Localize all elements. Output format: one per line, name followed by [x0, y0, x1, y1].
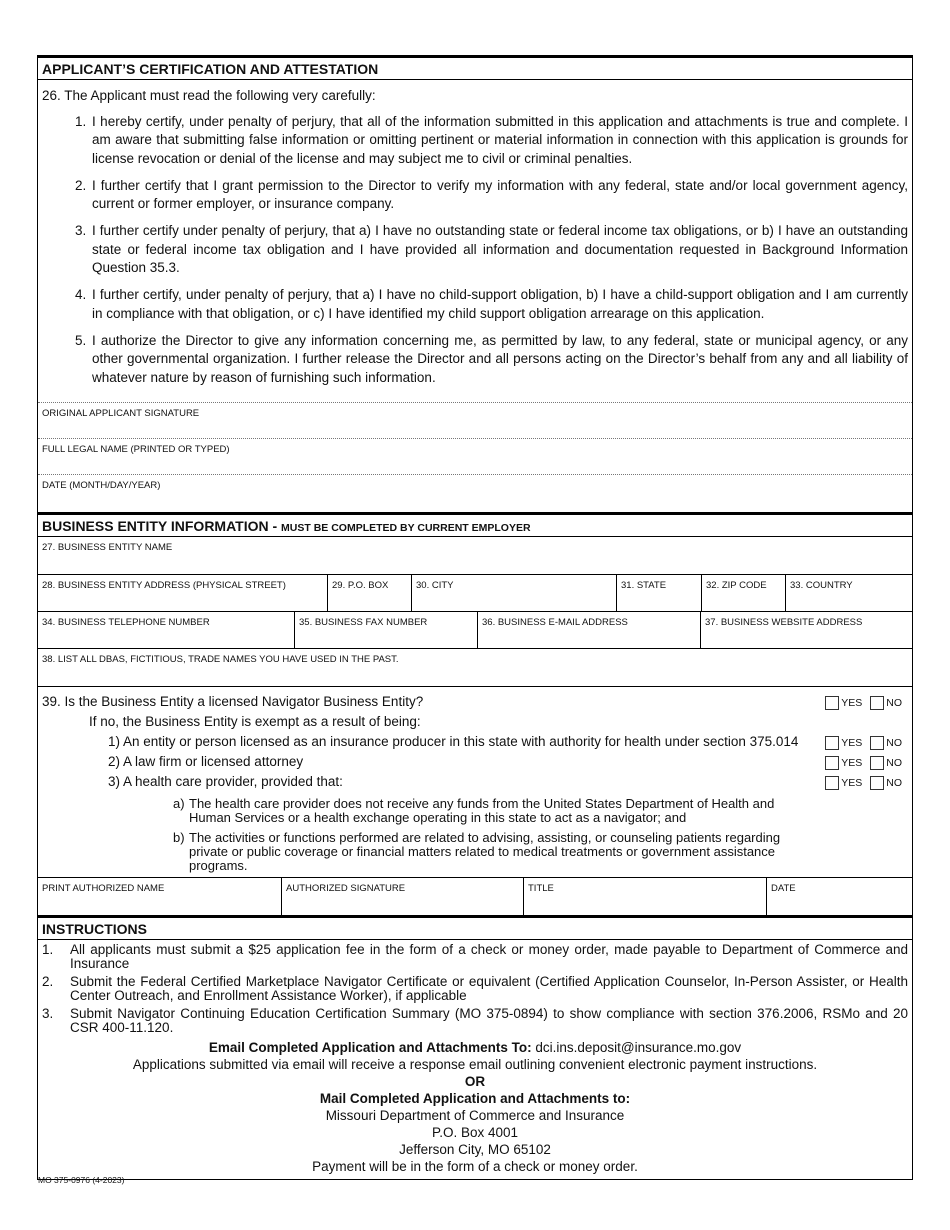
- authorization-row: [38, 877, 912, 915]
- authorized-date-field[interactable]: DATE: [766, 878, 912, 915]
- q39-opt2-yes-checkbox[interactable]: [825, 756, 839, 770]
- q39-sub-conditions: [42, 797, 908, 873]
- business-header: [37, 512, 913, 537]
- q39-sub-a-text: The health care provider does not receive any funds from the United States Department of Health and Human Services or a health exchange operating in this state to act as a navigator; and: [189, 795, 775, 825]
- q39-sub-b-text: The activities or functions performed are related to advising, assisting, or counseling patients regarding private or public coverage or financial matters related to medical treatments or government assistance programs.: [189, 829, 781, 873]
- mail-address-line-3: Jefferson City, MO 65102: [399, 1141, 551, 1157]
- q39-sub-a: [173, 797, 808, 825]
- q39-opt2: [42, 753, 908, 773]
- q39-main: [42, 693, 908, 713]
- q39-opt3-yes-checkbox[interactable]: [825, 776, 839, 790]
- q39-sub-a-label: a): [173, 795, 185, 811]
- form: [37, 55, 913, 1180]
- q39-opt2-text: 2) A law firm or licensed attorney: [108, 753, 304, 769]
- q39-opt2-no-checkbox[interactable]: [870, 756, 884, 770]
- email-instruction: [42, 1039, 908, 1056]
- cert-header: APPLICANT’S CERTIFICATION AND ATTESTATION: [37, 55, 913, 80]
- business-street-field[interactable]: 28. BUSINESS ENTITY ADDRESS (PHYSICAL STREET): [42, 579, 286, 591]
- mail-label: Mail Completed Application and Attachments to:: [319, 1090, 631, 1106]
- cert-item-1: 1. I hereby certify, under penalty of perjury, that all of the information submitted in this application and attachments is true and complete. I am aware that submitting false information or omitting pertinent or material information in connection with this application is grounds for license revocation or denial of the license and may subject me to civil or criminal penalties.: [90, 113, 908, 169]
- instruction-item-2: [42, 975, 908, 1003]
- q39-no-checkbox[interactable]: [870, 696, 884, 710]
- instruction-text: Submit the Federal Certified Marketplace Navigator Certificate or equivalent (Certified Application Counselor, In-Person Assister, or Health Center Outreach, and Enrollment Assistance Worker), if applicable: [70, 973, 908, 1003]
- q39-opt1-yes-label: YES: [841, 736, 863, 749]
- q39-opt3-no-checkbox[interactable]: [870, 776, 884, 790]
- authorized-signature-field[interactable]: AUTHORIZED SIGNATURE: [281, 878, 523, 915]
- cert-item-5: 5. I authorize the Director to give any information concerning me, as permitted by law, to any federal, state or municipal agency, or any other governmental organization. I further release the Director and all persons acting on the Director’s behalf from any and all liability of whatever nature by reason of furnishing such information.: [90, 332, 908, 388]
- business-zip-field[interactable]: 32. ZIP CODE: [701, 575, 785, 611]
- q39-question: 39. Is the Business Entity a licensed Navigator Business Entity?: [42, 693, 424, 709]
- q39-opt1: [42, 733, 908, 753]
- instruction-item-3: [42, 1007, 908, 1035]
- business-fax-field[interactable]: 35. BUSINESS FAX NUMBER: [294, 612, 477, 648]
- business-dba-row: [38, 648, 912, 686]
- q39-opt1-yes-no: [819, 734, 902, 752]
- business-email-field[interactable]: 36. BUSINESS E-MAIL ADDRESS: [477, 612, 700, 648]
- print-authorized-name-field[interactable]: PRINT AUTHORIZED NAME: [42, 882, 165, 894]
- instruction-item-1: [42, 943, 908, 971]
- q39-no-label: NO: [886, 696, 902, 709]
- business-dba-field[interactable]: 38. LIST ALL DBAS, FICTITIOUS, TRADE NAMES YOU HAVE USED IN THE PAST.: [42, 653, 399, 665]
- business-header-title: BUSINESS ENTITY INFORMATION -: [42, 517, 282, 534]
- business-phone-field[interactable]: 34. BUSINESS TELEPHONE NUMBER: [42, 616, 210, 628]
- cert-date-label: DATE (MONTH/DAY/YEAR): [42, 479, 161, 491]
- q39-sub-b-label: b): [173, 829, 185, 845]
- full-legal-name-field[interactable]: [38, 438, 912, 474]
- q39-opt3-yes-no: [819, 774, 902, 792]
- q39-yes-no: [819, 694, 902, 712]
- q39-opt2-yes-no: [819, 754, 902, 772]
- business-name-row: [38, 537, 912, 574]
- instruction-text: All applicants must submit a $25 application fee in the form of a check or money order, made payable to Department of Commerce and Insurance: [70, 941, 908, 971]
- mail-address-line-1: Missouri Department of Commerce and Insurance: [325, 1107, 625, 1123]
- form-number: MO 375-0976 (4-2023): [38, 1175, 125, 1185]
- cert-item-2: 2. I further certify that I grant permission to the Director to verify my information with any federal, state and/or local government agency, current or former employer, or insurance company.: [90, 177, 908, 214]
- q39-yes-checkbox[interactable]: [825, 696, 839, 710]
- instruction-number: 3.: [42, 1005, 54, 1021]
- email-address-link[interactable]: dci.ins.deposit@insurance.mo.gov: [535, 1039, 742, 1055]
- mail-address-line-2: P.O. Box 4001: [431, 1124, 519, 1140]
- cert-item-4: 4. I further certify, under penalty of perjury, that a) I have no child-support obligation, b) I have a child-support obligation and I am currently in compliance with that obligation, or c) I have identified my child support obligation arrearage on this application.: [90, 286, 908, 323]
- q39-opt1-no-label: NO: [886, 736, 902, 749]
- business-country-field[interactable]: 33. COUNTRY: [785, 575, 912, 611]
- q39-exempt-intro: If no, the Business Entity is exempt as a result of being:: [89, 713, 421, 729]
- instructions-body: [37, 940, 913, 1180]
- q39-opt1-text: 1) An entity or person licensed as an insurance producer in this state with authority for health under section 375.014: [108, 733, 799, 749]
- business-pobox-field[interactable]: 29. P.O. BOX: [327, 575, 411, 611]
- q39-opt3: [42, 773, 908, 793]
- q39-opt1-yes-checkbox[interactable]: [825, 736, 839, 750]
- cert-date-field[interactable]: [38, 474, 912, 512]
- q39-sub-b: [173, 831, 808, 873]
- business-state-field[interactable]: 31. STATE: [616, 575, 701, 611]
- q39-opt1-no-checkbox[interactable]: [870, 736, 884, 750]
- business-city-field[interactable]: 30. CITY: [411, 575, 616, 611]
- business-address-row: [38, 574, 912, 611]
- or-separator: OR: [464, 1073, 486, 1089]
- q39-opt3-text: 3) A health care provider, provided that:: [108, 773, 343, 789]
- business-header-note: MUST BE COMPLETED BY CURRENT EMPLOYER: [281, 521, 531, 534]
- instruction-text: Submit Navigator Continuing Education Certification Summary (MO 375-0894) to show compliance with section 376.2006, RSMo and 20 CSR 400-11.120.: [70, 1005, 908, 1035]
- instructions-header: INSTRUCTIONS: [37, 915, 913, 940]
- authorized-title-field[interactable]: TITLE: [523, 878, 766, 915]
- q39-opt2-no-label: NO: [886, 756, 902, 769]
- email-label: Email Completed Application and Attachments To:: [208, 1039, 536, 1055]
- q39-opt3-yes-label: YES: [841, 776, 863, 789]
- applicant-signature-label: ORIGINAL APPLICANT SIGNATURE: [42, 407, 200, 419]
- q39-block: [38, 686, 912, 877]
- business-website-field[interactable]: 37. BUSINESS WEBSITE ADDRESS: [700, 612, 912, 648]
- instruction-number: 1.: [42, 941, 54, 957]
- full-legal-name-label: FULL LEGAL NAME (PRINTED OR TYPED): [42, 443, 230, 455]
- cert-question: 26. The Applicant must read the following very carefully:: [42, 88, 376, 103]
- q39-opt3-no-label: NO: [886, 776, 902, 789]
- cert-item-3: 3. I further certify under penalty of perjury, that a) I have no outstanding state or federal income tax obligations, or b) I have an outstanding state or federal income tax obligation and I have provided all information and documentation requested in Background Information Question 35.3.: [90, 222, 908, 278]
- email-note: Applications submitted via email will receive a response email outlining convenient electronic payment instructions.: [132, 1056, 818, 1072]
- business-contact-row: [38, 611, 912, 648]
- business-name-field[interactable]: 27. BUSINESS ENTITY NAME: [42, 541, 173, 553]
- payment-note: Payment will be in the form of a check or money order.: [312, 1158, 638, 1174]
- applicant-signature-field[interactable]: [38, 402, 912, 438]
- instruction-number: 2.: [42, 973, 54, 989]
- q39-yes-label: YES: [841, 696, 863, 709]
- cert-body: [37, 80, 913, 402]
- q39-opt2-yes-label: YES: [841, 756, 863, 769]
